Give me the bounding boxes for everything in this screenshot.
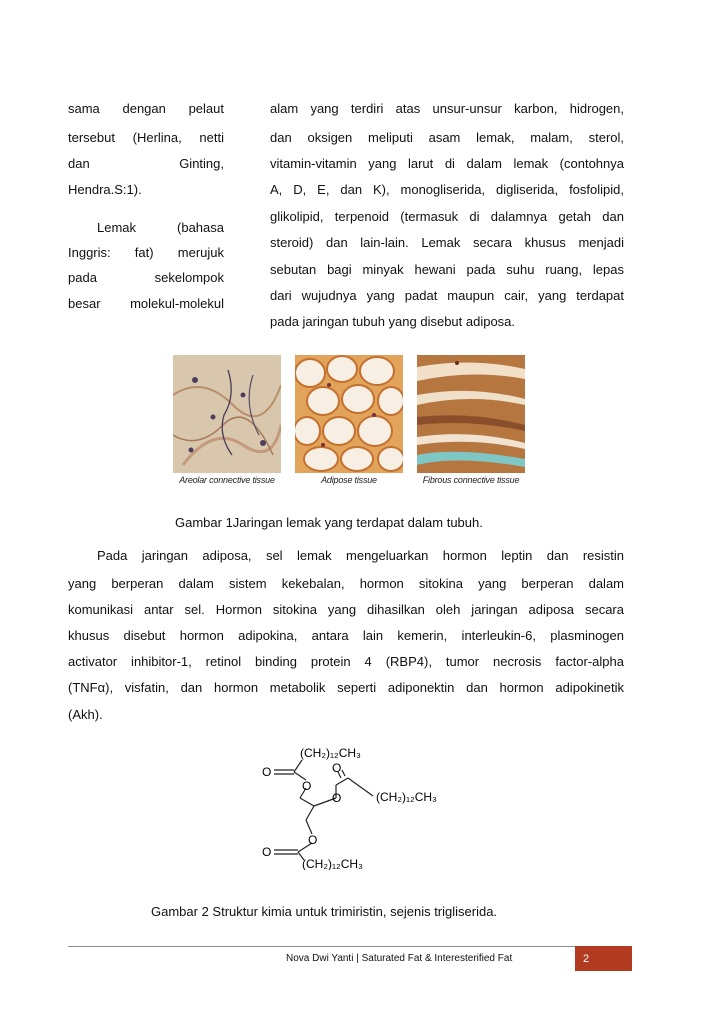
left-column-line: sama dengan pelaut (68, 101, 224, 116)
footer-title: Nova Dwi Yanti | Saturated Fat & Interesterified Fat (286, 953, 513, 964)
fibrous-tissue-image (417, 355, 525, 487)
oxygen-label: O (332, 791, 342, 805)
oxygen-label: O (332, 761, 342, 775)
fibrous-tissue-label: Fibrous connective tissue (422, 475, 520, 485)
footer-divider (68, 946, 632, 947)
left-column-line: besar molekul-molekul (68, 296, 224, 311)
right-column-line: vitamin-vitamin yang larut di dalam lemak (contohnya (270, 156, 624, 171)
paragraph-line: komunikasi antar sel. Hormon sitokina yang dihasilkan oleh jaringan adiposa secara (68, 602, 624, 617)
right-column-line: alam yang terdiri atas unsur-unsur karbon, hidrogen, (270, 101, 624, 116)
paragraph-line: yang berperan dalam sistem kekebalan, hormon sitokina yang berperan dalam (68, 576, 624, 591)
areolar-tissue-image (173, 355, 281, 487)
left-column-line: pada sekelompok (68, 270, 224, 285)
page-number: 2 (583, 953, 590, 965)
chain-label: (CH₂)₁₂CH₃ (376, 790, 437, 804)
page-number-box (575, 946, 632, 971)
paragraph-line: Pada jaringan adiposa, sel lemak mengeluarkan hormon leptin dan resistin (97, 548, 624, 563)
right-column-line: dari wujudnya yang padat maupun cair, yang terdapat (270, 288, 624, 303)
oxygen-label: O (262, 765, 272, 779)
adipose-tissue-label: Adipose tissue (321, 475, 377, 485)
paragraph-line: (Akh). (68, 707, 103, 722)
right-column-line: steroid) dan lain-lain. Lemak secara khusus menjadi (270, 235, 624, 250)
oxygen-label: O (262, 845, 272, 859)
left-column-line: Hendra.S:1). (68, 182, 142, 197)
right-column-line: A, D, E, dan K), monogliserida, digliserida, fosfolipid, (270, 182, 624, 197)
left-column-line: tersebut (Herlina, netti (68, 130, 224, 145)
left-column-line: dan Ginting, (68, 156, 224, 171)
oxygen-label: O (308, 833, 318, 847)
areolar-tissue-label: Areolar connective tissue (179, 475, 275, 485)
figure1-caption: Gambar 1Jaringan lemak yang terdapat dalam tubuh. (175, 515, 483, 530)
right-column-line: glikolipid, terpenoid (termasuk di dalamnya getah dan (270, 209, 624, 224)
figure2-caption: Gambar 2 Struktur kimia untuk trimiristin, sejenis trigliserida. (151, 904, 498, 919)
paragraph-line: activator inhibitor-1, retinol binding protein 4 (RBP4), tumor necrosis factor-alpha (68, 654, 624, 669)
right-column-line: dan oksigen meliputi asam lemak, malam, sterol, (270, 130, 624, 145)
left-column-line: Lemak (bahasa (97, 220, 224, 235)
chain-label: (CH₂)₁₂CH₃ (300, 746, 361, 760)
paragraph-line: khusus disebut hormon adipokina, antara lain kemerin, interleukin-6, plasminogen (68, 628, 624, 643)
trimyristin-structure (258, 740, 488, 870)
chain-label: (CH₂)₁₂CH₃ (302, 857, 363, 870)
adipose-tissue-image (295, 355, 403, 487)
oxygen-label: O (302, 779, 312, 793)
left-column-line: Inggris: fat) merujuk (68, 245, 224, 260)
paragraph-line: (TNFα), visfatin, dan hormon metabolik seperti adiponektin dan hormon adipokinetik (68, 680, 624, 695)
right-column-line: pada jaringan tubuh yang disebut adiposa. (270, 314, 516, 329)
right-column-line: sebutan bagi minyak hewani pada suhu ruang, lepas (270, 262, 624, 277)
